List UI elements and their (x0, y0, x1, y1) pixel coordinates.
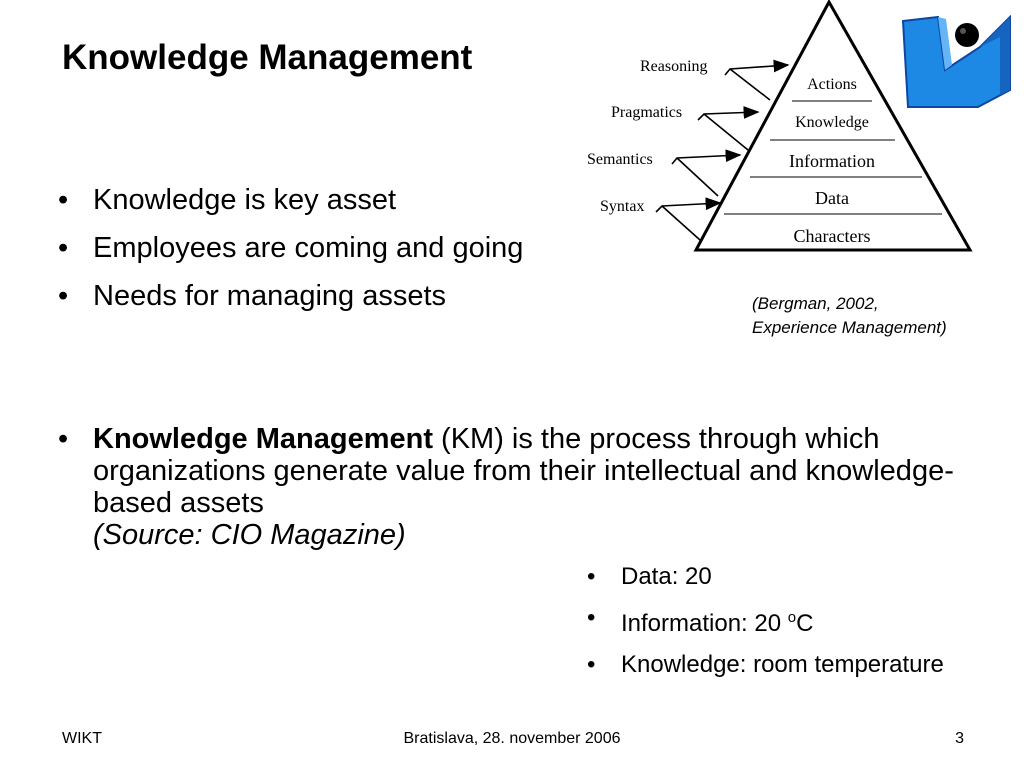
bullet-text: Employees are coming and going (93, 232, 524, 264)
bullet-dot: • (58, 423, 69, 455)
example-data: Data: 20 (621, 563, 712, 590)
example-knowledge: Knowledge: room temperature (621, 651, 944, 678)
reasoning-connector (730, 69, 770, 100)
citation-line: Experience Management) (752, 318, 947, 337)
citation-line: (Bergman, 2002, (752, 294, 879, 313)
pyramid-level-characters: Characters (793, 226, 871, 246)
bullet-item (52, 183, 523, 217)
example-item (583, 603, 944, 639)
example-information-unit: C (796, 610, 814, 637)
syntax-arrow (656, 203, 720, 212)
km-definition-text: (KM) is the process through which organizations generate value from their intellectual and knowledge-based assets (93, 423, 954, 519)
citation (752, 292, 947, 340)
pyramid-level-data: Data (815, 188, 849, 208)
syntax-connector (662, 206, 700, 240)
bullet-dot: • (587, 651, 596, 678)
bullet-text: Needs for managing assets (93, 280, 447, 312)
bullet-item (52, 279, 523, 313)
km-definition (52, 423, 1013, 551)
footer-center: Bratislava, 28. november 2006 (403, 730, 621, 747)
slide-title: Knowledge Management (62, 38, 473, 77)
side-label-reasoning: Reasoning (640, 58, 708, 75)
degree-superscript: o (787, 609, 797, 626)
side-label-semantics: Semantics (587, 151, 653, 168)
footer-left: WIKT (62, 730, 102, 747)
semantics-connector (677, 158, 718, 196)
km-source: (Source: CIO Magazine) (93, 519, 406, 551)
bullet-dot: • (58, 280, 69, 312)
example-item (583, 650, 944, 680)
reasoning-arrow (725, 65, 788, 75)
example-information (621, 610, 813, 637)
pyramid-level-actions: Actions (807, 76, 857, 93)
example-list (583, 562, 944, 691)
example-item (583, 562, 944, 592)
side-label-syntax: Syntax (600, 198, 645, 215)
side-label-pragmatics: Pragmatics (611, 104, 683, 121)
page-number: 3 (955, 730, 964, 747)
bullet-dot: • (587, 604, 596, 631)
pyramid-level-knowledge: Knowledge (795, 114, 869, 131)
bullet-list (52, 183, 523, 327)
bullet-text: Knowledge is key asset (93, 184, 397, 216)
km-term: Knowledge Management (93, 423, 433, 455)
pyramid-level-information: Information (789, 151, 875, 171)
bullet-dot: • (587, 563, 596, 590)
example-information-value: Information: 20 (621, 610, 788, 637)
bullet-dot: • (58, 232, 69, 264)
wikt-logo-icon (900, 15, 1015, 110)
bullet-dot: • (58, 184, 69, 216)
bullet-item (52, 231, 523, 265)
pragmatics-connector (704, 114, 748, 150)
